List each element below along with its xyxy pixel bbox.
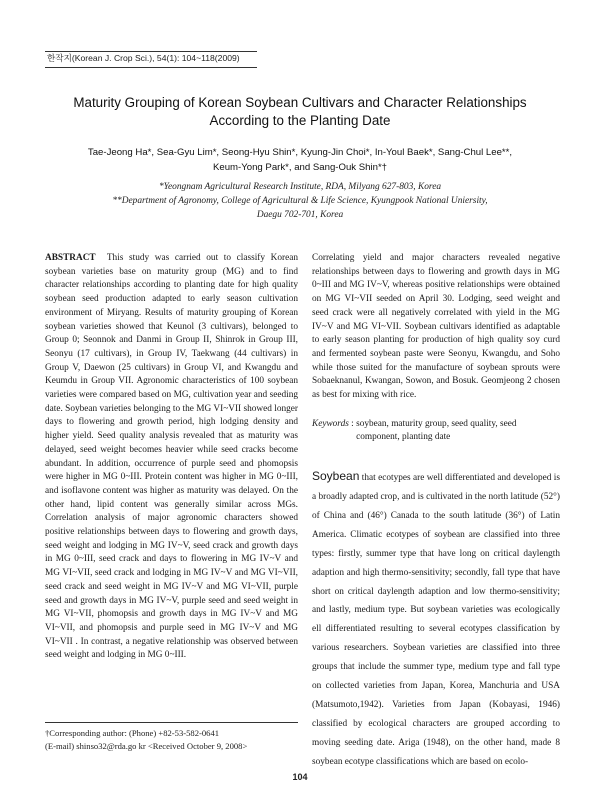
abstract-body: This study was carried out to classify Korean soybean varieties base on maturity group (MG) and to find character relationships according to planting date for high quality soybean seed production adapted to early season cultivation environment of Miryang. Results of maturity grouping of Korean soybean varieties showed that Keunol (3 cultivars), belonged to Group 0; Seonnok and Danmi in Group II, Shinrok in Group III, Seonyu (17 cultivars), in Group IV, Taekwang (44 cultivars) in Group V, Daewon (25 cultivars) in Group VI, and Kwangdu and Keumdu in Group VII. Agronomic characteristics of 100 soybean varieties were compared based on MG, cultivation year and seeding date. Soybean varieties belonging to the MG VI~VII showed longer days to flowering and growth period, high lodging density and higher yield. Seed quality analysis revealed that as maturity was delayed, seed weight becomes heavier while seed cracks become abundant. In addition, occurrence of purple seed and phomopsis were higher in MG 0~III. Protein content was higher in MG 0~III, and isoflavone content was higher as maturity was delayed. On the other hand, lipid content was generally similar across MGs. Correlation analysis of major agronomic characters showed positive relationships between days to flowering and growth days, seed weight and lodging in MG IV~V, seed crack and growth days in MG 0~III, seed crack and days to flowering in MG IV~V and MG VI~VII, seed crack and lodging in MG IV~V and MG VI~VII, seed crack and seed weight in MG IV~V and MG VI~VII, purple seed and growth days in MG IV~V, purple seed and seed weight in MG VI~VII, phomopsis and growth days in MG IV~V and MG VI~VII, and phomopsis and purple seed in MG IV~V and MG VI~VII . In contrast, a negative relationship was observed between seed weight and lodging in MG 0~III.: [45, 253, 298, 661]
right-column: [312, 252, 560, 772]
journal-citation: 한작지(Korean J. Crop Sci.), 54(1): 104~118(2009): [47, 53, 240, 63]
affiliation-2: **Department of Agronomy, College of Agricultural & Life Science, Kyungpook National Uniersity,: [112, 196, 488, 206]
title-line-2: According to the Planting Date: [209, 113, 391, 128]
keywords-text: soybean, maturity group, seed quality, seed component, planting date: [356, 418, 517, 443]
title-line-1: Maturity Grouping of Korean Soybean Cultivars and Character Relationships: [73, 95, 527, 110]
affiliations: [40, 180, 560, 222]
article-title: [40, 94, 560, 130]
left-column: [45, 252, 298, 663]
affiliation-1: *Yeongnam Agricultural Research Institute, RDA, Milyang 627-803, Korea: [158, 182, 442, 192]
authors-line-2: Keum-Yong Park*, and Sang-Ouk Shin*†: [212, 162, 388, 173]
corresponding-author-footnote: [45, 727, 305, 753]
authors-line-1: Tae-Jeong Ha*, Sea-Gyu Lim*, Seong-Hyu Shin*, Kyung-Jin Choi*, In-Youl Baek*, Sang-Chul Lee**,: [87, 147, 513, 158]
author-list: [40, 145, 560, 175]
intro-lead-word: Soybean: [312, 469, 360, 484]
abstract-heading: ABSTRACT: [45, 253, 96, 263]
footnote-rule: [45, 722, 298, 723]
footnote-line-1: †Corresponding author: (Phone) +82-53-582-0641: [45, 728, 220, 738]
abstract-continued: Correlating yield and major characters revealed negative relationships between days to flowering and growth days in MG 0~III and MG IV~V, whereas positive relationships were obtained on MG VI~VII seeded on April 30. Lodging, seed weight and seed crack were all negatively correlated with yield in the MG IV~V and MG VI~VII. Soybean cultivars identified as adaptable to early season planting for production of high quality soy curd and fermented soybean paste were Seonyu, Kwangdu, and Soho while those suited for the manufacture of soybean sprouts were Sobaeknanul, Kwangan, Sowon, and Bosuk. Geomjeong 2 chosen as best for mixing with rice.: [312, 253, 560, 401]
keywords-label: Keywords: [312, 418, 349, 429]
keywords-block: [312, 418, 560, 445]
intro-body: that ecotypes are well differentiated and developed is a broadly adapted crop, and is cultivated in the north latitude (52°) of China and (46°) Canada to the south latitude (36°) of Latin America. Climatic ecotypes of soybean are classified into three types: firstly, summer type that have long on critical daylength adaption and high thermo-sensitivity; secondly, fall type that have short on critical daylength adaption and low thermo-sensitivity; and lastly, medium type. But soybean varieties was ecologically ell differentiated resulting to several ecotypes classification by various researchers. Soybean varieties are classified into three groups that include the summer type, medium type and fall type on collected varieties from Japan, Korea, Manchuria and USA (Matsumoto,1942). Varieties from Japan (Kobayasi, 1946) classified by ecological characters are grouped according to moving seeding date. Ariga (1948), on the other hand, made 8 soybean ecotype classifications which are based on ecolo-: [312, 473, 560, 767]
header-rule-bottom: [45, 67, 257, 68]
page-number: 104: [292, 772, 308, 782]
affiliation-3: Daegu 702-701, Korea: [256, 210, 344, 220]
keywords-separator: :: [348, 418, 357, 429]
introduction-paragraph: [312, 467, 560, 772]
footnote-line-2: (E-mail) shinso32@rda.go kr <Received October 9, 2008>: [45, 741, 248, 751]
